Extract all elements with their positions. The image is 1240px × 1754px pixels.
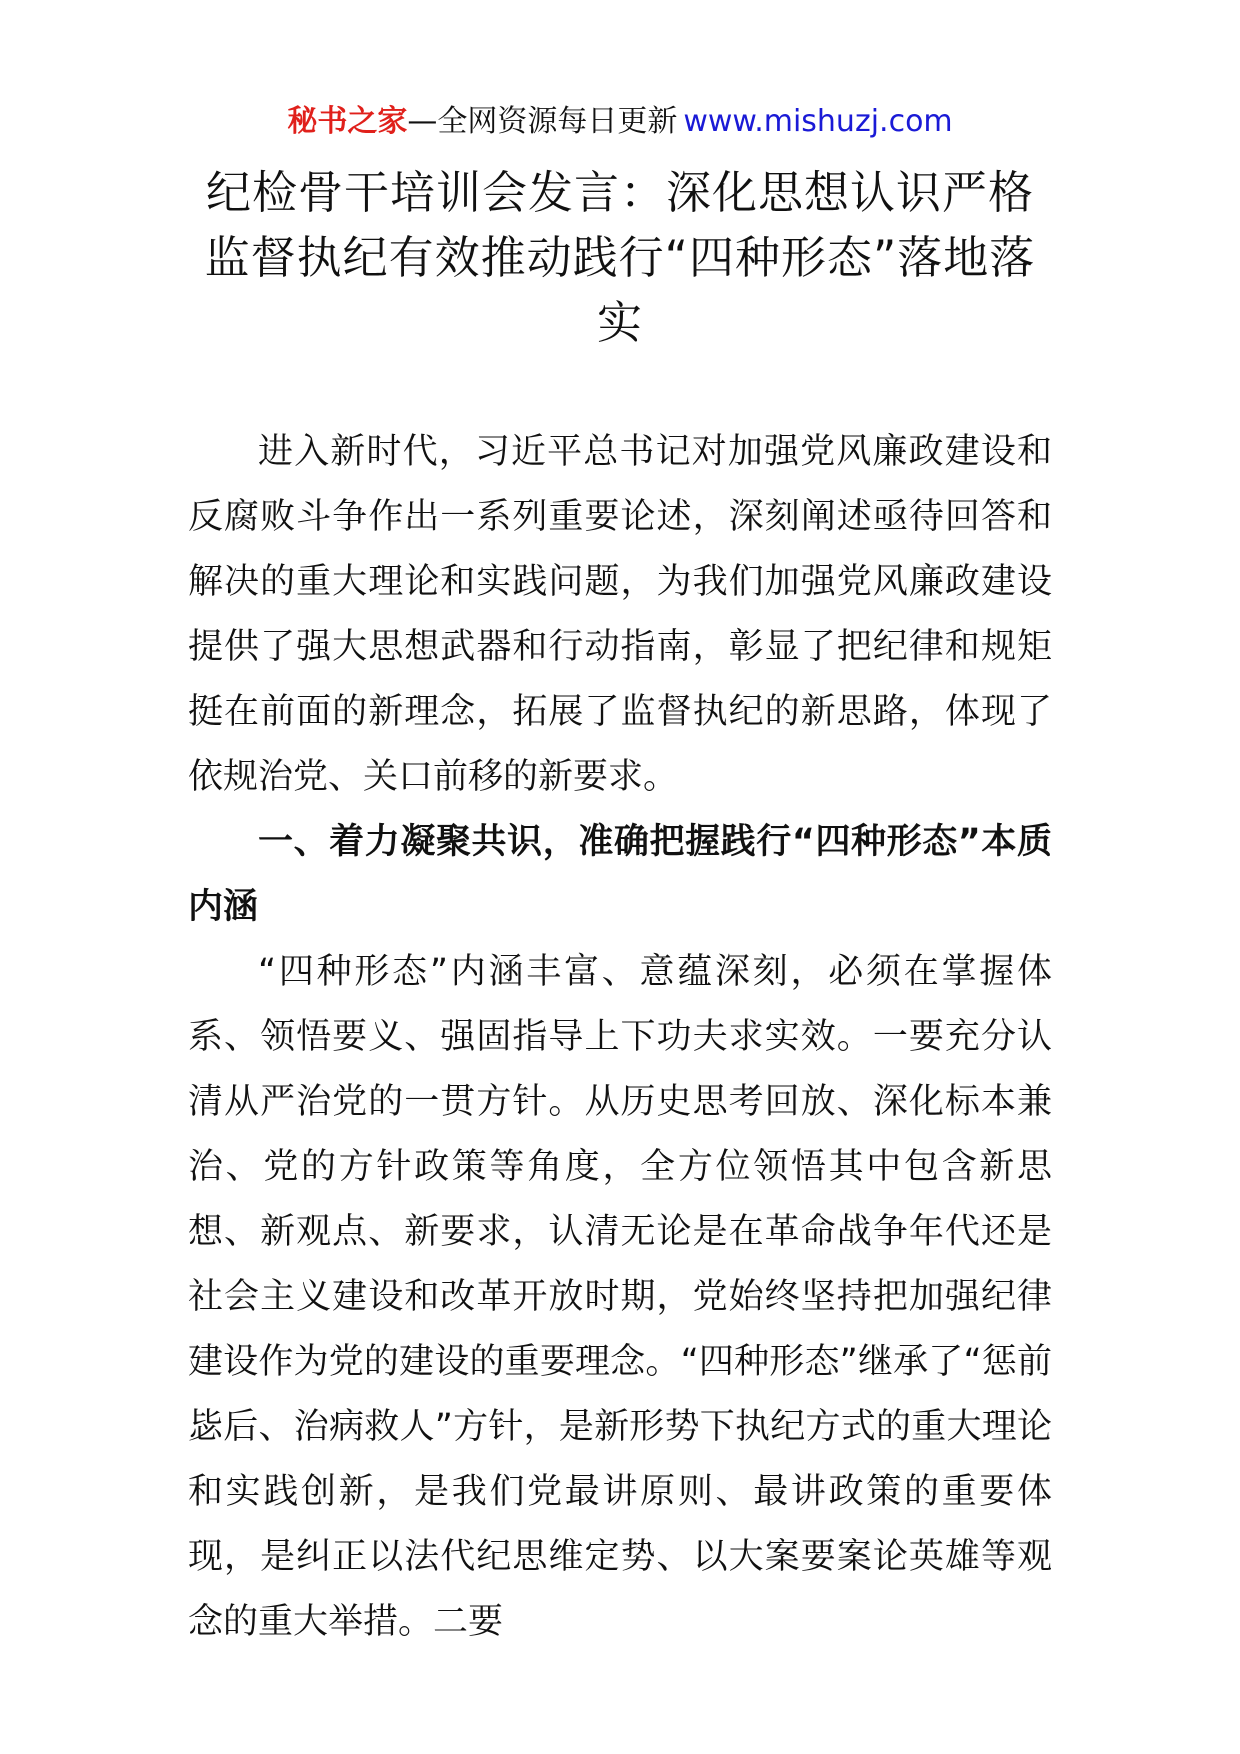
brand-name: 秘书之家	[287, 104, 408, 139]
body-paragraph: “四种形态”内涵丰富、意蕴深刻，必须在掌握体系、领悟要义、强固指导上下功夫求实效。一要充分认清从严治党的一贯方针。从历史思考回放、深化标本兼治、党的方针政策等角度，全方位领悟其中包含新思想、新观点、新要求，认清无论是在革命战争年代还是社会主义建设和改革开放时期，党始终坚持把加强纪律建设作为党的建设的重要理念。“四种形态”继承了“惩前毖后、治病救人”方针，是新形势下执纪方式的重大理论和实践创新，是我们党最讲原则、最讲政策的重要体现，是纠正以法代纪思维定势、以大案要案论英雄等观念的重大举措。二要	[188, 952, 1052, 1642]
document-body	[188, 420, 1052, 1655]
section-heading: 一、着力凝聚共识，准确把握践行“四种形态”本质内涵	[188, 822, 1052, 927]
header-tagline: —全网资源每日更新	[407, 104, 678, 139]
document-title: 纪检骨干培训会发言：深化思想认识严格监督执纪有效推动践行“四种形态”落地落实	[204, 166, 1036, 349]
body-paragraph: 进入新时代，习近平总书记对加强党风廉政建设和反腐败斗争作出一系列重要论述，深刻阐述亟待回答和解决的重大理论和实践问题，为我们加强党风廉政建设提供了强大思想武器和行动指南，彰显了把纪律和规矩挺在前面的新理念，拓展了监督执纪的新思路，体现了依规治党、关口前移的新要求。	[188, 432, 1052, 797]
site-url-link[interactable]: www.mishuzj.com	[683, 104, 953, 139]
site-header	[0, 100, 1240, 144]
